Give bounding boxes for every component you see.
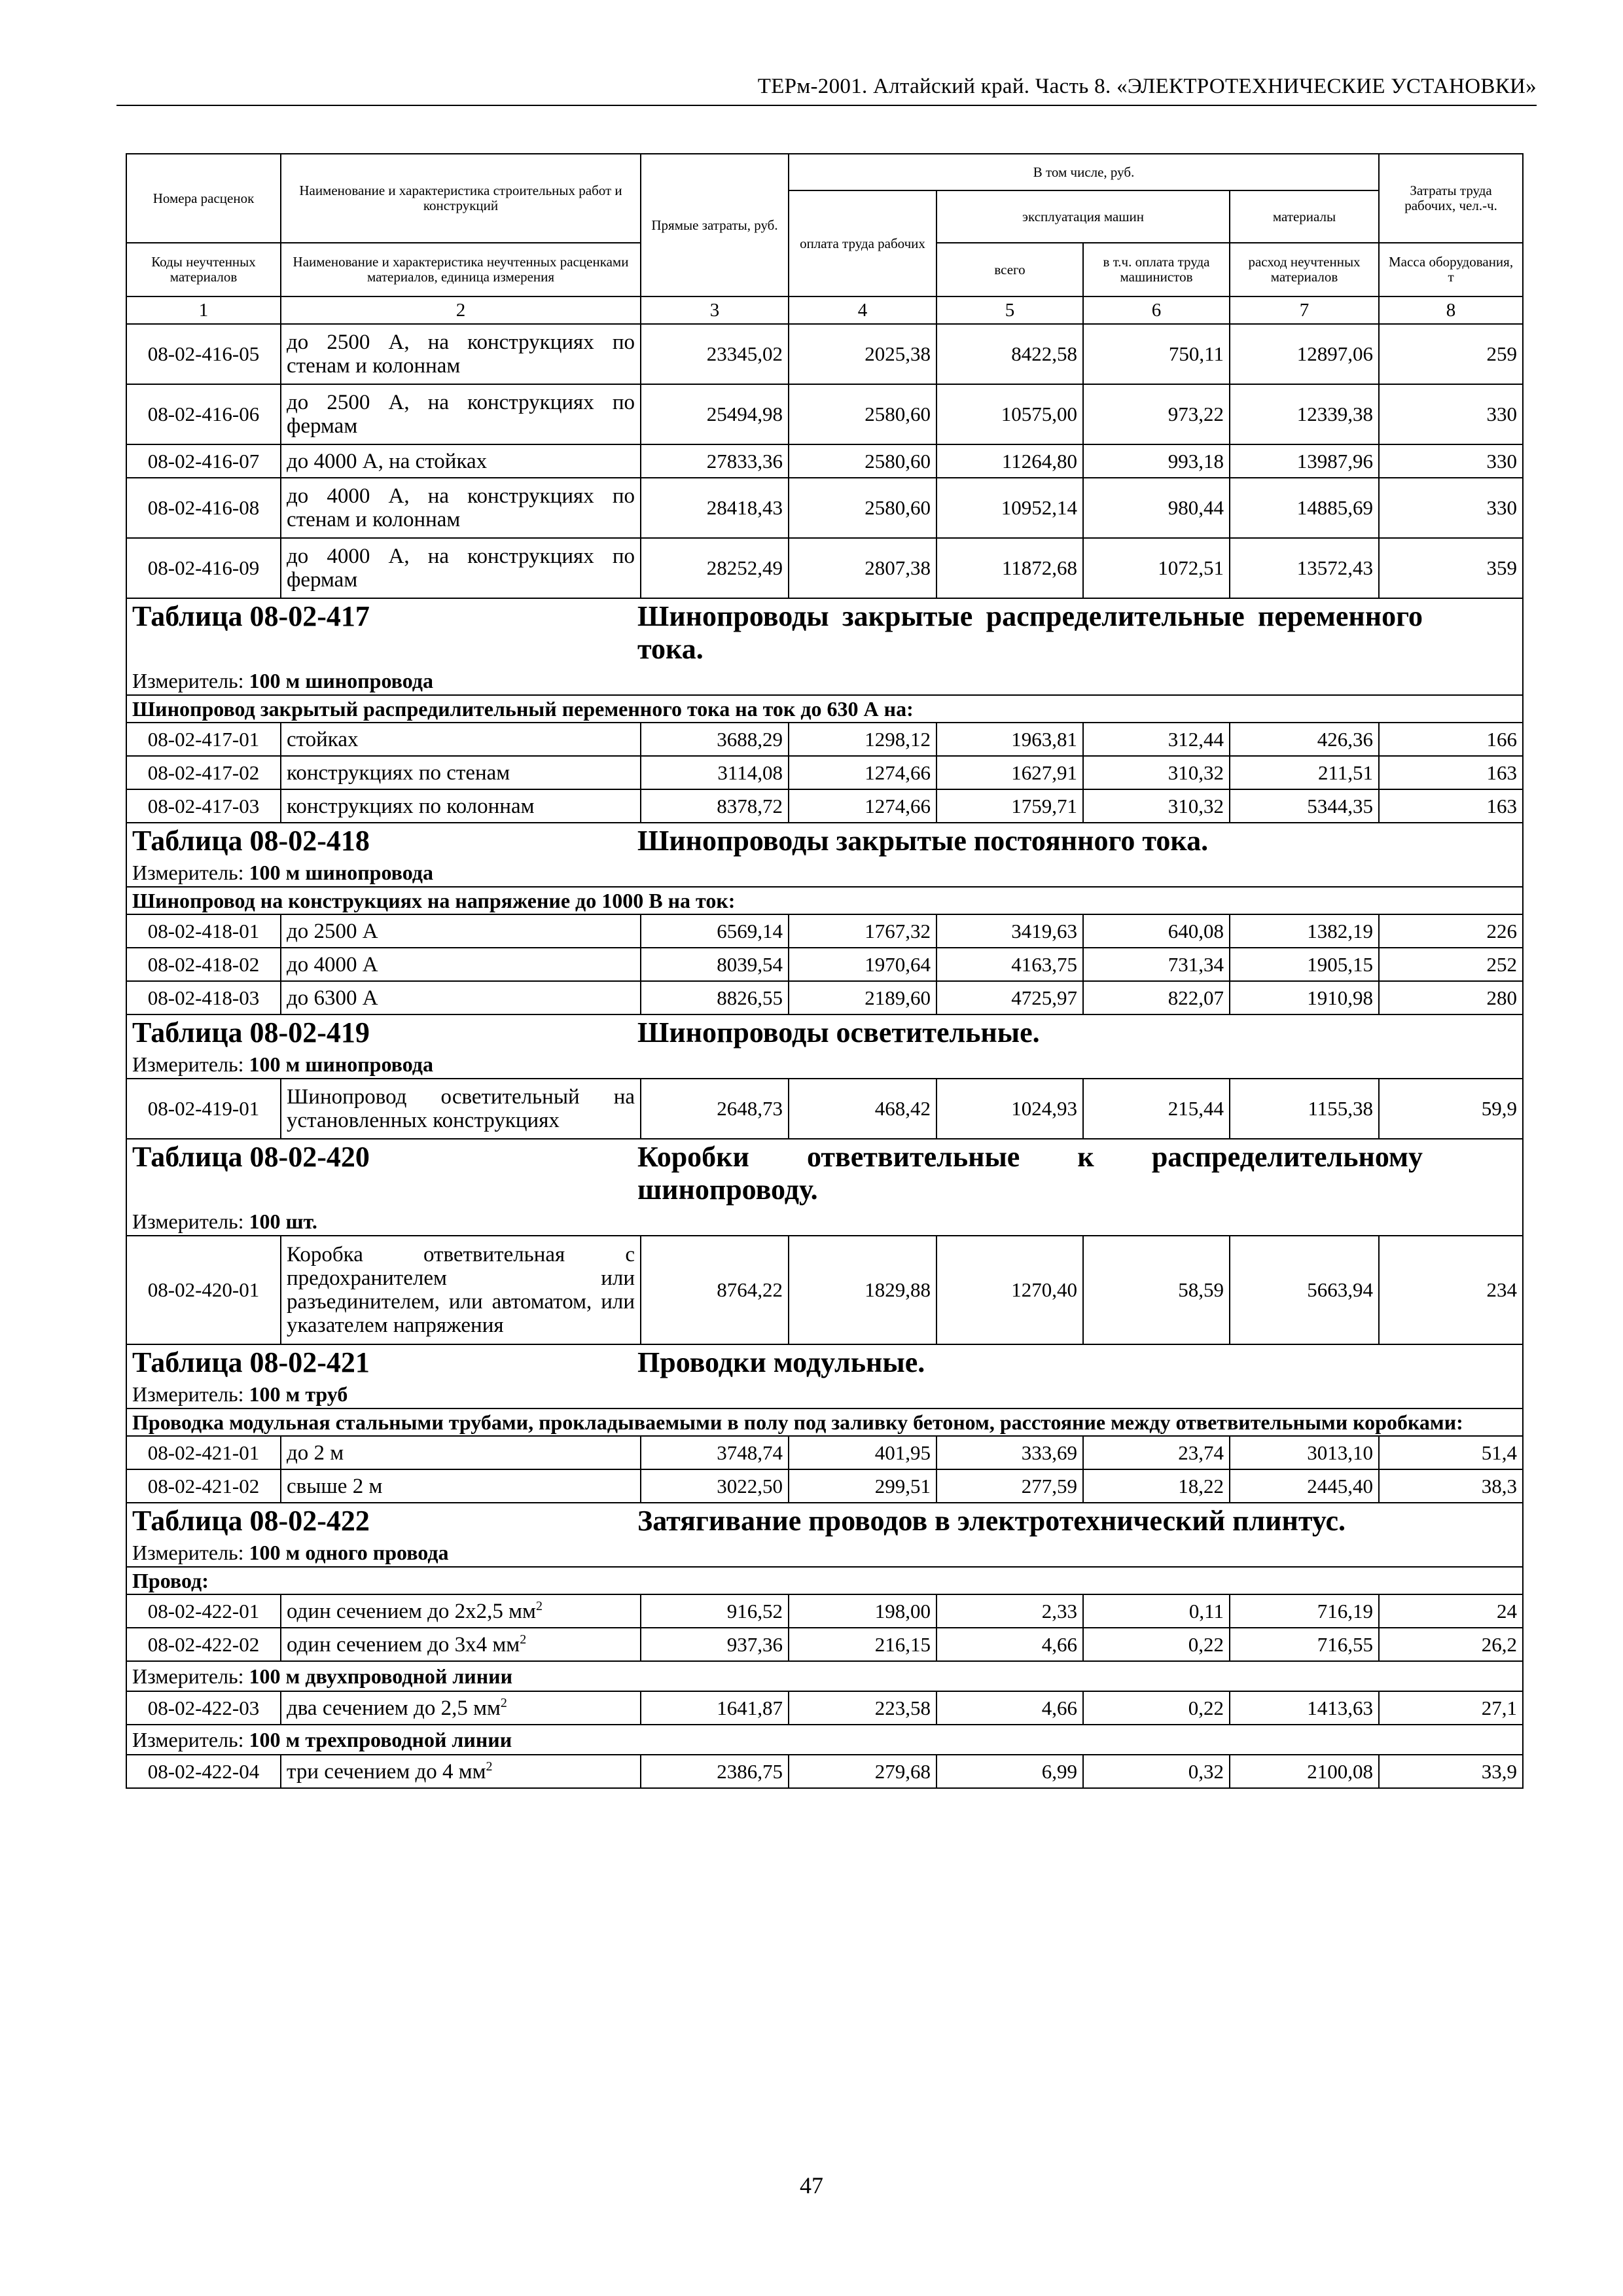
machinists-pay-value: 973,22 <box>1083 384 1230 444</box>
measure-value: 100 м шинопровода <box>249 1052 433 1076</box>
machines-total-value: 11872,68 <box>936 538 1083 598</box>
labor-pay-value: 223,58 <box>789 1691 936 1725</box>
measure-value: 100 м трехпроводной линии <box>249 1727 512 1751</box>
labor-costs-value: 226 <box>1379 914 1523 948</box>
col-number: 3 <box>641 296 789 324</box>
rate-name <box>281 478 641 538</box>
materials-value: 1155,38 <box>1230 1079 1379 1139</box>
machines-total-value: 1759,71 <box>936 789 1083 823</box>
header-machinists-pay: в т.ч. оплата труда машинистов <box>1083 243 1230 296</box>
machines-total-value: 277,59 <box>936 1469 1083 1503</box>
rate-code: 08-02-422-03 <box>126 1691 281 1725</box>
rate-name <box>281 756 641 789</box>
labor-pay-value: 1274,66 <box>789 789 936 823</box>
subheading-row <box>126 887 1523 914</box>
machinists-pay-value: 0,32 <box>1083 1755 1230 1788</box>
measure-unit <box>126 1050 1523 1079</box>
table-title: Проводки модульные. <box>637 1346 925 1378</box>
materials-value: 716,19 <box>1230 1594 1379 1628</box>
measure-row <box>126 1380 1523 1408</box>
col-number: 2 <box>281 296 641 324</box>
measure-unit <box>126 1725 1523 1755</box>
rate-name <box>281 723 641 756</box>
table-row <box>126 1755 1523 1788</box>
caption-grid <box>132 825 1517 857</box>
measure-label: Измеритель: <box>132 1540 244 1564</box>
running-header-title: ТЕРм-2001. Алтайский край. Часть 8. «ЭЛЕКТРОТЕХНИЧЕСКИЕ УСТАНОВКИ» <box>757 75 1537 98</box>
table-caption <box>126 1503 1523 1539</box>
table-title: Шинопроводы закрытые постоянного тока. <box>637 825 1209 857</box>
table-row <box>126 756 1523 789</box>
measure-unit <box>126 1661 1523 1691</box>
direct-costs-value: 28252,49 <box>641 538 789 598</box>
subheading: Проводка модульная стальными трубами, прокладываемыми в полу под заливку бетоном, расстояние между ответвительными коробками: <box>126 1408 1523 1436</box>
table-title: Коробки ответвительные к распределительному шинопроводу. <box>637 1141 1423 1206</box>
measure-row <box>126 859 1523 887</box>
machinists-pay-value: 1072,51 <box>1083 538 1230 598</box>
labor-costs-value: 330 <box>1379 478 1523 538</box>
rate-name <box>281 444 641 478</box>
rate-name <box>281 384 641 444</box>
table-number: Таблица 08-02-421 <box>132 1346 370 1378</box>
labor-costs-value: 259 <box>1379 324 1523 384</box>
col-number: 6 <box>1083 296 1230 324</box>
rate-code: 08-02-417-01 <box>126 723 281 756</box>
direct-costs-value: 3688,29 <box>641 723 789 756</box>
machines-total-value: 4,66 <box>936 1628 1083 1661</box>
labor-pay-value: 1829,88 <box>789 1236 936 1344</box>
labor-pay-value: 2580,60 <box>789 384 936 444</box>
rate-name <box>281 948 641 981</box>
table-row <box>126 538 1523 598</box>
labor-pay-value: 198,00 <box>789 1594 936 1628</box>
caption-grid <box>132 1141 1517 1206</box>
header-unaccounted-materials: расход неучтенных материалов <box>1230 243 1379 296</box>
measure-value: 100 м двухпроводной линии <box>249 1664 513 1688</box>
rate-name <box>281 1469 641 1503</box>
measure-row <box>126 1661 1523 1691</box>
table-row <box>126 1469 1523 1503</box>
table-number: Таблица 08-02-417 <box>132 600 370 632</box>
labor-costs-value: 38,3 <box>1379 1469 1523 1503</box>
direct-costs-value: 2386,75 <box>641 1755 789 1788</box>
labor-costs-value: 51,4 <box>1379 1436 1523 1469</box>
labor-costs-value: 163 <box>1379 789 1523 823</box>
machinists-pay-value: 58,59 <box>1083 1236 1230 1344</box>
table-row <box>126 1691 1523 1725</box>
labor-pay-value: 279,68 <box>789 1755 936 1788</box>
measure-row <box>126 667 1523 695</box>
direct-costs-value: 2648,73 <box>641 1079 789 1139</box>
header-codes-materials: Коды неучтенных материалов <box>126 243 281 296</box>
labor-costs-value: 24 <box>1379 1594 1523 1628</box>
measure-value: 100 шт. <box>249 1209 317 1233</box>
rate-name-sup: 2 <box>500 1695 507 1710</box>
rate-name-text: один сечением до 3х4 мм <box>287 1632 520 1657</box>
col-number: 4 <box>789 296 936 324</box>
rate-name <box>281 789 641 823</box>
table-caption <box>126 823 1523 859</box>
rate-name <box>281 1691 641 1725</box>
labor-costs-value: 33,9 <box>1379 1755 1523 1788</box>
table-caption-row <box>126 1344 1523 1380</box>
labor-costs-value: 166 <box>1379 723 1523 756</box>
direct-costs-value: 25494,98 <box>641 384 789 444</box>
direct-costs-value: 3022,50 <box>641 1469 789 1503</box>
table-title: Затягивание проводов в электротехнический плинтус. <box>637 1505 1346 1537</box>
subheading-row <box>126 695 1523 723</box>
column-numbers-row <box>126 296 1523 324</box>
table-caption-row <box>126 598 1523 667</box>
rate-name-text: до 4000 А, на конструкциях по стенам и колоннам <box>287 484 635 531</box>
materials-value: 3013,10 <box>1230 1436 1379 1469</box>
direct-costs-value: 28418,43 <box>641 478 789 538</box>
rate-code: 08-02-419-01 <box>126 1079 281 1139</box>
labor-pay-value: 2025,38 <box>789 324 936 384</box>
measure-row <box>126 1208 1523 1236</box>
col-number: 1 <box>126 296 281 324</box>
machinists-pay-value: 215,44 <box>1083 1079 1230 1139</box>
rate-name-text: один сечением до 2х2,5 мм <box>287 1599 536 1623</box>
table-caption-row <box>126 1139 1523 1208</box>
running-header <box>116 71 1537 106</box>
machinists-pay-value: 0,11 <box>1083 1594 1230 1628</box>
materials-value: 426,36 <box>1230 723 1379 756</box>
table-row <box>126 723 1523 756</box>
rate-name <box>281 1079 641 1139</box>
measure-label: Измеритель: <box>132 1664 244 1688</box>
table-caption-row <box>126 1503 1523 1539</box>
rate-name-text: стойках <box>287 727 359 751</box>
materials-value: 12339,38 <box>1230 384 1379 444</box>
caption-grid <box>132 1505 1517 1537</box>
table-row <box>126 478 1523 538</box>
rate-name <box>281 1594 641 1628</box>
table-number: Таблица 08-02-419 <box>132 1016 370 1049</box>
labor-pay-value: 1274,66 <box>789 756 936 789</box>
machines-total-value: 6,99 <box>936 1755 1083 1788</box>
machines-total-value: 8422,58 <box>936 324 1083 384</box>
subheading-row <box>126 1408 1523 1436</box>
measure-label: Измеритель: <box>132 1209 244 1233</box>
materials-value: 14885,69 <box>1230 478 1379 538</box>
labor-pay-value: 2807,38 <box>789 538 936 598</box>
measure-unit <box>126 1539 1523 1567</box>
machinists-pay-value: 312,44 <box>1083 723 1230 756</box>
measure-unit <box>126 667 1523 695</box>
header-labor-costs: Затраты труда рабочих, чел.-ч. <box>1379 154 1523 243</box>
machines-total-value: 4163,75 <box>936 948 1083 981</box>
machinists-pay-value: 23,74 <box>1083 1436 1230 1469</box>
labor-costs-value: 59,9 <box>1379 1079 1523 1139</box>
direct-costs-value: 1641,87 <box>641 1691 789 1725</box>
table-row <box>126 914 1523 948</box>
rates-table <box>126 153 1524 1789</box>
labor-pay-value: 2580,60 <box>789 444 936 478</box>
measure-row <box>126 1539 1523 1567</box>
labor-costs-value: 27,1 <box>1379 1691 1523 1725</box>
rate-code: 08-02-418-03 <box>126 981 281 1014</box>
labor-pay-value: 299,51 <box>789 1469 936 1503</box>
materials-value: 1382,19 <box>1230 914 1379 948</box>
labor-pay-value: 1767,32 <box>789 914 936 948</box>
header-including: В том числе, руб. <box>789 154 1379 190</box>
subheading: Провод: <box>126 1567 1523 1594</box>
machinists-pay-value: 18,22 <box>1083 1469 1230 1503</box>
caption-grid <box>132 1016 1517 1049</box>
page-number: 47 <box>800 2172 823 2198</box>
rate-code: 08-02-422-01 <box>126 1594 281 1628</box>
table-row <box>126 444 1523 478</box>
rate-name-text: три сечением до 4 мм <box>287 1759 486 1784</box>
labor-costs-value: 163 <box>1379 756 1523 789</box>
direct-costs-value: 23345,02 <box>641 324 789 384</box>
materials-value: 1413,63 <box>1230 1691 1379 1725</box>
labor-costs-value: 280 <box>1379 981 1523 1014</box>
machines-total-value: 10952,14 <box>936 478 1083 538</box>
table-row <box>126 384 1523 444</box>
materials-value: 1910,98 <box>1230 981 1379 1014</box>
measure-unit <box>126 1208 1523 1236</box>
machines-total-value: 1963,81 <box>936 723 1083 756</box>
machines-total-value: 4,66 <box>936 1691 1083 1725</box>
table-number: Таблица 08-02-418 <box>132 825 370 857</box>
header-materials: материалы <box>1230 190 1379 243</box>
table-caption <box>126 1139 1523 1208</box>
table-row <box>126 1628 1523 1661</box>
rate-code: 08-02-418-01 <box>126 914 281 948</box>
rate-name-sup: 2 <box>535 1598 543 1613</box>
machinists-pay-value: 310,32 <box>1083 756 1230 789</box>
col-number: 5 <box>936 296 1083 324</box>
rate-name-text: конструкциях по стенам <box>287 761 510 785</box>
labor-pay-value: 2189,60 <box>789 981 936 1014</box>
rate-name-text: до 4000 А, на конструкциях по фермам <box>287 545 635 592</box>
measure-unit <box>126 1380 1523 1408</box>
machinists-pay-value: 750,11 <box>1083 324 1230 384</box>
col-number: 8 <box>1379 296 1523 324</box>
header-name-materials: Наименование и характеристика неучтенных расценками материалов, единица измерения <box>281 243 641 296</box>
rate-code: 08-02-420-01 <box>126 1236 281 1344</box>
rate-code: 08-02-416-05 <box>126 324 281 384</box>
materials-value: 5344,35 <box>1230 789 1379 823</box>
rate-name <box>281 1436 641 1469</box>
rate-code: 08-02-421-01 <box>126 1436 281 1469</box>
rate-code: 08-02-416-08 <box>126 478 281 538</box>
rate-code: 08-02-422-04 <box>126 1755 281 1788</box>
rate-name-sup: 2 <box>486 1759 493 1774</box>
rate-code: 08-02-416-09 <box>126 538 281 598</box>
table-caption <box>126 1014 1523 1050</box>
machinists-pay-value: 0,22 <box>1083 1628 1230 1661</box>
rate-name-text: два сечением до 2,5 мм <box>287 1696 501 1720</box>
measure-row <box>126 1050 1523 1079</box>
direct-costs-value: 3748,74 <box>641 1436 789 1469</box>
labor-pay-value: 401,95 <box>789 1436 936 1469</box>
machines-total-value: 4725,97 <box>936 981 1083 1014</box>
table-row <box>126 1236 1523 1344</box>
header-machines: эксплуатация машин <box>936 190 1230 243</box>
materials-value: 2445,40 <box>1230 1469 1379 1503</box>
header-num-rates: Номера расценок <box>126 154 281 243</box>
machines-total-value: 1024,93 <box>936 1079 1083 1139</box>
labor-pay-value: 2580,60 <box>789 478 936 538</box>
table-row <box>126 1436 1523 1469</box>
machinists-pay-value: 310,32 <box>1083 789 1230 823</box>
subheading: Шинопровод на конструкциях на напряжение до 1000 В на ток: <box>126 887 1523 914</box>
direct-costs-value: 8826,55 <box>641 981 789 1014</box>
header-equipment-mass: Масса оборудования, т <box>1379 243 1523 296</box>
rate-name-text: конструкциях по колоннам <box>287 794 535 818</box>
table-caption-row <box>126 1014 1523 1050</box>
rate-name-text: до 4000 А, на стойках <box>287 449 488 473</box>
labor-costs-value: 252 <box>1379 948 1523 981</box>
materials-value: 13987,96 <box>1230 444 1379 478</box>
labor-costs-value: 330 <box>1379 384 1523 444</box>
measure-label: Измеритель: <box>132 1382 244 1406</box>
machines-total-value: 333,69 <box>936 1436 1083 1469</box>
header-labor-pay: оплата труда рабочих <box>789 190 936 296</box>
table-row <box>126 1079 1523 1139</box>
labor-costs-value: 359 <box>1379 538 1523 598</box>
table-title: Шинопроводы осветительные. <box>637 1016 1040 1049</box>
header-name-works: Наименование и характеристика строительных работ и конструкций <box>281 154 641 243</box>
measure-value: 100 м одного провода <box>249 1540 449 1564</box>
machines-total-value: 10575,00 <box>936 384 1083 444</box>
rate-name-text: до 2 м <box>287 1441 344 1465</box>
materials-value: 1905,15 <box>1230 948 1379 981</box>
rate-name-text: до 6300 А <box>287 986 378 1010</box>
direct-costs-value: 937,36 <box>641 1628 789 1661</box>
measure-value: 100 м шинопровода <box>249 860 433 884</box>
rate-name-text: Шинопровод осветительный на установленных конструкциях <box>287 1085 635 1132</box>
table-row <box>126 324 1523 384</box>
machinists-pay-value: 822,07 <box>1083 981 1230 1014</box>
measure-row <box>126 1725 1523 1755</box>
rate-name <box>281 1236 641 1344</box>
materials-value: 716,55 <box>1230 1628 1379 1661</box>
machines-total-value: 2,33 <box>936 1594 1083 1628</box>
direct-costs-value: 916,52 <box>641 1594 789 1628</box>
labor-costs-value: 330 <box>1379 444 1523 478</box>
machinists-pay-value: 0,22 <box>1083 1691 1230 1725</box>
labor-costs-value: 26,2 <box>1379 1628 1523 1661</box>
rate-name-text: до 2500 А, на конструкциях по фермам <box>287 391 635 438</box>
rate-code: 08-02-416-07 <box>126 444 281 478</box>
machines-total-value: 1270,40 <box>936 1236 1083 1344</box>
machines-total-value: 11264,80 <box>936 444 1083 478</box>
rate-name <box>281 538 641 598</box>
subheading-row <box>126 1567 1523 1594</box>
machinists-pay-value: 640,08 <box>1083 914 1230 948</box>
labor-pay-value: 1970,64 <box>789 948 936 981</box>
machines-total-value: 3419,63 <box>936 914 1083 948</box>
materials-value: 13572,43 <box>1230 538 1379 598</box>
rate-code: 08-02-422-02 <box>126 1628 281 1661</box>
rate-code: 08-02-417-03 <box>126 789 281 823</box>
col-number: 7 <box>1230 296 1379 324</box>
materials-value: 12897,06 <box>1230 324 1379 384</box>
table-caption-row <box>126 823 1523 859</box>
table-caption <box>126 598 1523 667</box>
rate-name-text: до 2500 А, на конструкциях по стенам и колоннам <box>287 331 635 378</box>
subheading: Шинопровод закрытый распредилительный переменного тока на ток до 630 А на: <box>126 695 1523 723</box>
direct-costs-value: 6569,14 <box>641 914 789 948</box>
caption-grid <box>132 1346 1517 1379</box>
rate-name <box>281 1755 641 1788</box>
header-total: всего <box>936 243 1083 296</box>
machinists-pay-value: 731,34 <box>1083 948 1230 981</box>
machines-total-value: 1627,91 <box>936 756 1083 789</box>
materials-value: 2100,08 <box>1230 1755 1379 1788</box>
table-row <box>126 1594 1523 1628</box>
table-number: Таблица 08-02-420 <box>132 1141 370 1173</box>
machinists-pay-value: 993,18 <box>1083 444 1230 478</box>
measure-value: 100 м шинопровода <box>249 668 433 692</box>
measure-unit <box>126 859 1523 887</box>
table-title: Шинопроводы закрытые распределительные переменного тока. <box>637 600 1423 665</box>
rate-name <box>281 914 641 948</box>
direct-costs-value: 8378,72 <box>641 789 789 823</box>
labor-costs-value: 234 <box>1379 1236 1523 1344</box>
rate-code: 08-02-416-06 <box>126 384 281 444</box>
table-caption <box>126 1344 1523 1380</box>
table-row <box>126 981 1523 1014</box>
rate-code: 08-02-418-02 <box>126 948 281 981</box>
header-direct-costs: Прямые затраты, руб. <box>641 154 789 296</box>
rate-name-text: свыше 2 м <box>287 1474 383 1498</box>
rate-name-text: Коробка ответвительная с предохранителем или разъединителем, или автоматом, или указателем напряжения <box>287 1243 635 1337</box>
caption-grid <box>132 600 1517 666</box>
labor-pay-value: 1298,12 <box>789 723 936 756</box>
rate-code: 08-02-417-02 <box>126 756 281 789</box>
measure-label: Измеритель: <box>132 668 244 692</box>
rate-name-sup: 2 <box>520 1632 527 1647</box>
rate-name <box>281 324 641 384</box>
rate-code: 08-02-421-02 <box>126 1469 281 1503</box>
table-row <box>126 789 1523 823</box>
direct-costs-value: 8764,22 <box>641 1236 789 1344</box>
table-number: Таблица 08-02-422 <box>132 1505 370 1537</box>
rate-name <box>281 981 641 1014</box>
rate-name-text: до 2500 А <box>287 919 378 943</box>
labor-pay-value: 216,15 <box>789 1628 936 1661</box>
direct-costs-value: 27833,36 <box>641 444 789 478</box>
materials-value: 211,51 <box>1230 756 1379 789</box>
table-row <box>126 948 1523 981</box>
labor-pay-value: 468,42 <box>789 1079 936 1139</box>
materials-value: 5663,94 <box>1230 1236 1379 1344</box>
measure-label: Измеритель: <box>132 1727 244 1751</box>
measure-value: 100 м труб <box>249 1382 348 1406</box>
direct-costs-value: 8039,54 <box>641 948 789 981</box>
rate-name <box>281 1628 641 1661</box>
measure-label: Измеритель: <box>132 1052 244 1076</box>
direct-costs-value: 3114,08 <box>641 756 789 789</box>
machinists-pay-value: 980,44 <box>1083 478 1230 538</box>
measure-label: Измеритель: <box>132 860 244 884</box>
rate-name-text: до 4000 А <box>287 952 378 977</box>
